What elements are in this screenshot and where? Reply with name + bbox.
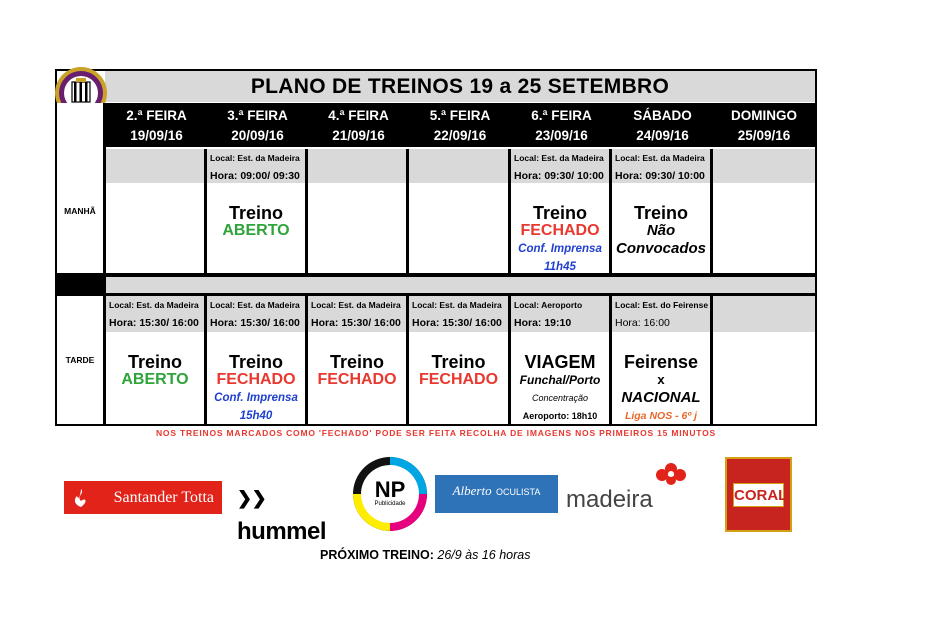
time-text: Hora: 15:30/ 16:00 [412, 317, 502, 329]
day-date: 21/09/16 [332, 128, 385, 143]
day-date: 19/09/16 [130, 128, 183, 143]
concentration-text: Concentração [531, 393, 589, 403]
match-away-team: NACIONAL [621, 389, 701, 406]
morning-info-mon [106, 149, 207, 183]
flower-icon [654, 460, 688, 490]
day-header-fri [511, 103, 612, 147]
session-type: Treino [127, 352, 182, 372]
route-text: Funchal/Porto [519, 373, 601, 387]
session-status-2: Convocados [615, 240, 706, 257]
afternoon-info-tue [207, 296, 308, 332]
afternoon-session-tue [207, 353, 305, 425]
match-competition: Liga NOS - 6º j [624, 410, 698, 422]
session-type: Treino [431, 352, 486, 372]
day-date: 22/09/16 [433, 128, 487, 143]
press-conference: Conf. Imprensa [214, 392, 298, 404]
row-label-afternoon-cell [57, 296, 106, 424]
divider [710, 332, 713, 424]
next-training [320, 548, 531, 562]
day-date: 24/09/16 [636, 128, 689, 143]
np-publicidade-logo [351, 455, 429, 533]
day-header-mon [106, 103, 207, 147]
row-label-morning: MANHÃ [64, 206, 96, 216]
afternoon-session-mon [106, 353, 204, 389]
afternoon-session-sat [612, 353, 710, 425]
day-header-thu [409, 103, 511, 147]
time-text: Hora: 09:00/ 09:30 [210, 170, 300, 182]
session-type: VIAGEM [524, 352, 596, 372]
santander-logo: Santander Totta [64, 481, 222, 514]
day-header-wed [308, 103, 409, 147]
next-training-value: 26/9 às 16 horas [433, 548, 531, 562]
madeira-logo: madeira [566, 486, 676, 516]
day-name: SÁBADO [633, 108, 692, 123]
session-status: ABERTO [121, 371, 189, 388]
press-conference-time: 15h40 [239, 410, 273, 422]
session-status: Não [646, 222, 676, 239]
next-training-label: PRÓXIMO TREINO: [320, 548, 434, 562]
page-title: PLANO DE TREINOS 19 a 25 SETEMBRO [105, 71, 815, 102]
afternoon-info-wed [308, 296, 409, 332]
afternoon-session-fri [511, 353, 609, 425]
session-status: ABERTO [222, 222, 290, 239]
afternoon-info-thu [409, 296, 511, 332]
morning-info-wed [308, 149, 409, 183]
session-type: Treino [532, 203, 587, 223]
closed-sessions-note: NOS TREINOS MARCADOS COMO 'FECHADO' PODE SER FEITA RECOLHA DE IMAGENS NOS PRIMEIROS 15 MINUTOS [155, 428, 716, 438]
location-text: Local: Est. da Madeira [412, 300, 502, 310]
day-header-tue [207, 103, 308, 147]
session-status: FECHADO [418, 371, 499, 388]
time-text: Hora: 15:30/ 16:00 [109, 317, 199, 329]
np-text: NP [374, 477, 406, 502]
session-status: FECHADO [317, 371, 397, 388]
afternoon-info-sat [612, 296, 713, 332]
coral-logo [725, 457, 792, 532]
session-type: Treino [633, 203, 688, 223]
row-label-afternoon: TARDE [65, 355, 95, 365]
morning-info-tue [207, 149, 308, 183]
session-type: Treino [228, 203, 283, 223]
location-text: Local: Est. do Feirense [615, 300, 709, 310]
morning-info-thu [409, 149, 511, 183]
morning-session-fri [511, 204, 609, 276]
afternoon-info-mon [106, 296, 207, 332]
location-text: Local: Est. da Madeira [109, 300, 199, 310]
hummel-logo: ❯❯hummel [237, 488, 327, 545]
morning-info-sat [612, 149, 713, 183]
row-label-morning-cell [57, 147, 106, 273]
day-header-sun [713, 103, 815, 147]
location-text: Local: Est. da Madeira [210, 300, 300, 310]
location-text: Local: Est. da Madeira [311, 300, 401, 310]
afternoon-session-thu [409, 353, 508, 389]
afternoon-info-fri [511, 296, 612, 332]
session-type: Treino [228, 352, 283, 372]
time-text: Hora: 09:30/ 10:00 [514, 170, 604, 182]
press-conference-time: 11h45 [544, 261, 576, 273]
day-name: 6.ª FEIRA [531, 108, 592, 123]
time-text: Hora: 15:30/ 16:00 [311, 317, 401, 329]
time-text: Hora: 19:10 [514, 317, 572, 329]
flame-icon [72, 488, 90, 508]
day-name: 3.ª FEIRA [227, 108, 288, 123]
location-text: Local: Est. da Madeira [514, 153, 604, 163]
time-text: Hora: 16:00 [615, 317, 670, 329]
match-home-team: Feirense [623, 352, 699, 372]
morning-info-sun [713, 149, 815, 183]
corner-cell [57, 103, 106, 147]
day-name: 4.ª FEIRA [328, 108, 389, 123]
day-name: 2.ª FEIRA [126, 108, 187, 123]
location-text: Local: Est. da Madeira [615, 153, 705, 163]
divider [305, 183, 308, 273]
time-text: Hora: 15:30/ 16:00 [210, 317, 300, 329]
divider [710, 183, 713, 273]
separator-grey-band [106, 277, 815, 293]
morning-session-sat [612, 204, 710, 258]
afternoon-session-wed [308, 353, 406, 389]
location-text: Local: Est. da Madeira [210, 153, 300, 163]
location-text: Local: Aeroporto [514, 300, 583, 310]
divider [406, 183, 409, 273]
session-type: Treino [329, 352, 384, 372]
coral-text: CORAL [733, 483, 784, 507]
morning-session-tue [207, 204, 305, 240]
day-name: 5.ª FEIRA [429, 108, 491, 123]
day-header-sat [612, 103, 713, 147]
day-name: DOMINGO [731, 108, 797, 123]
alberto-oculista-logo: Alberto OCULISTA [435, 475, 558, 513]
concentration-time: Aeroporto: 18h10 [522, 411, 598, 421]
session-status: FECHADO [520, 222, 600, 239]
session-status: FECHADO [216, 371, 296, 388]
press-conference: Conf. Imprensa [518, 243, 602, 255]
np-subtext: Publicidade [374, 501, 406, 507]
separator-corner [57, 277, 106, 293]
afternoon-info-sun [713, 296, 815, 332]
morning-info-fri [511, 149, 612, 183]
day-date: 20/09/16 [231, 128, 284, 143]
time-text: Hora: 09:30/ 10:00 [615, 170, 705, 182]
day-date: 25/09/16 [737, 128, 791, 143]
day-date: 23/09/16 [535, 128, 588, 143]
match-versus: x [657, 372, 665, 387]
